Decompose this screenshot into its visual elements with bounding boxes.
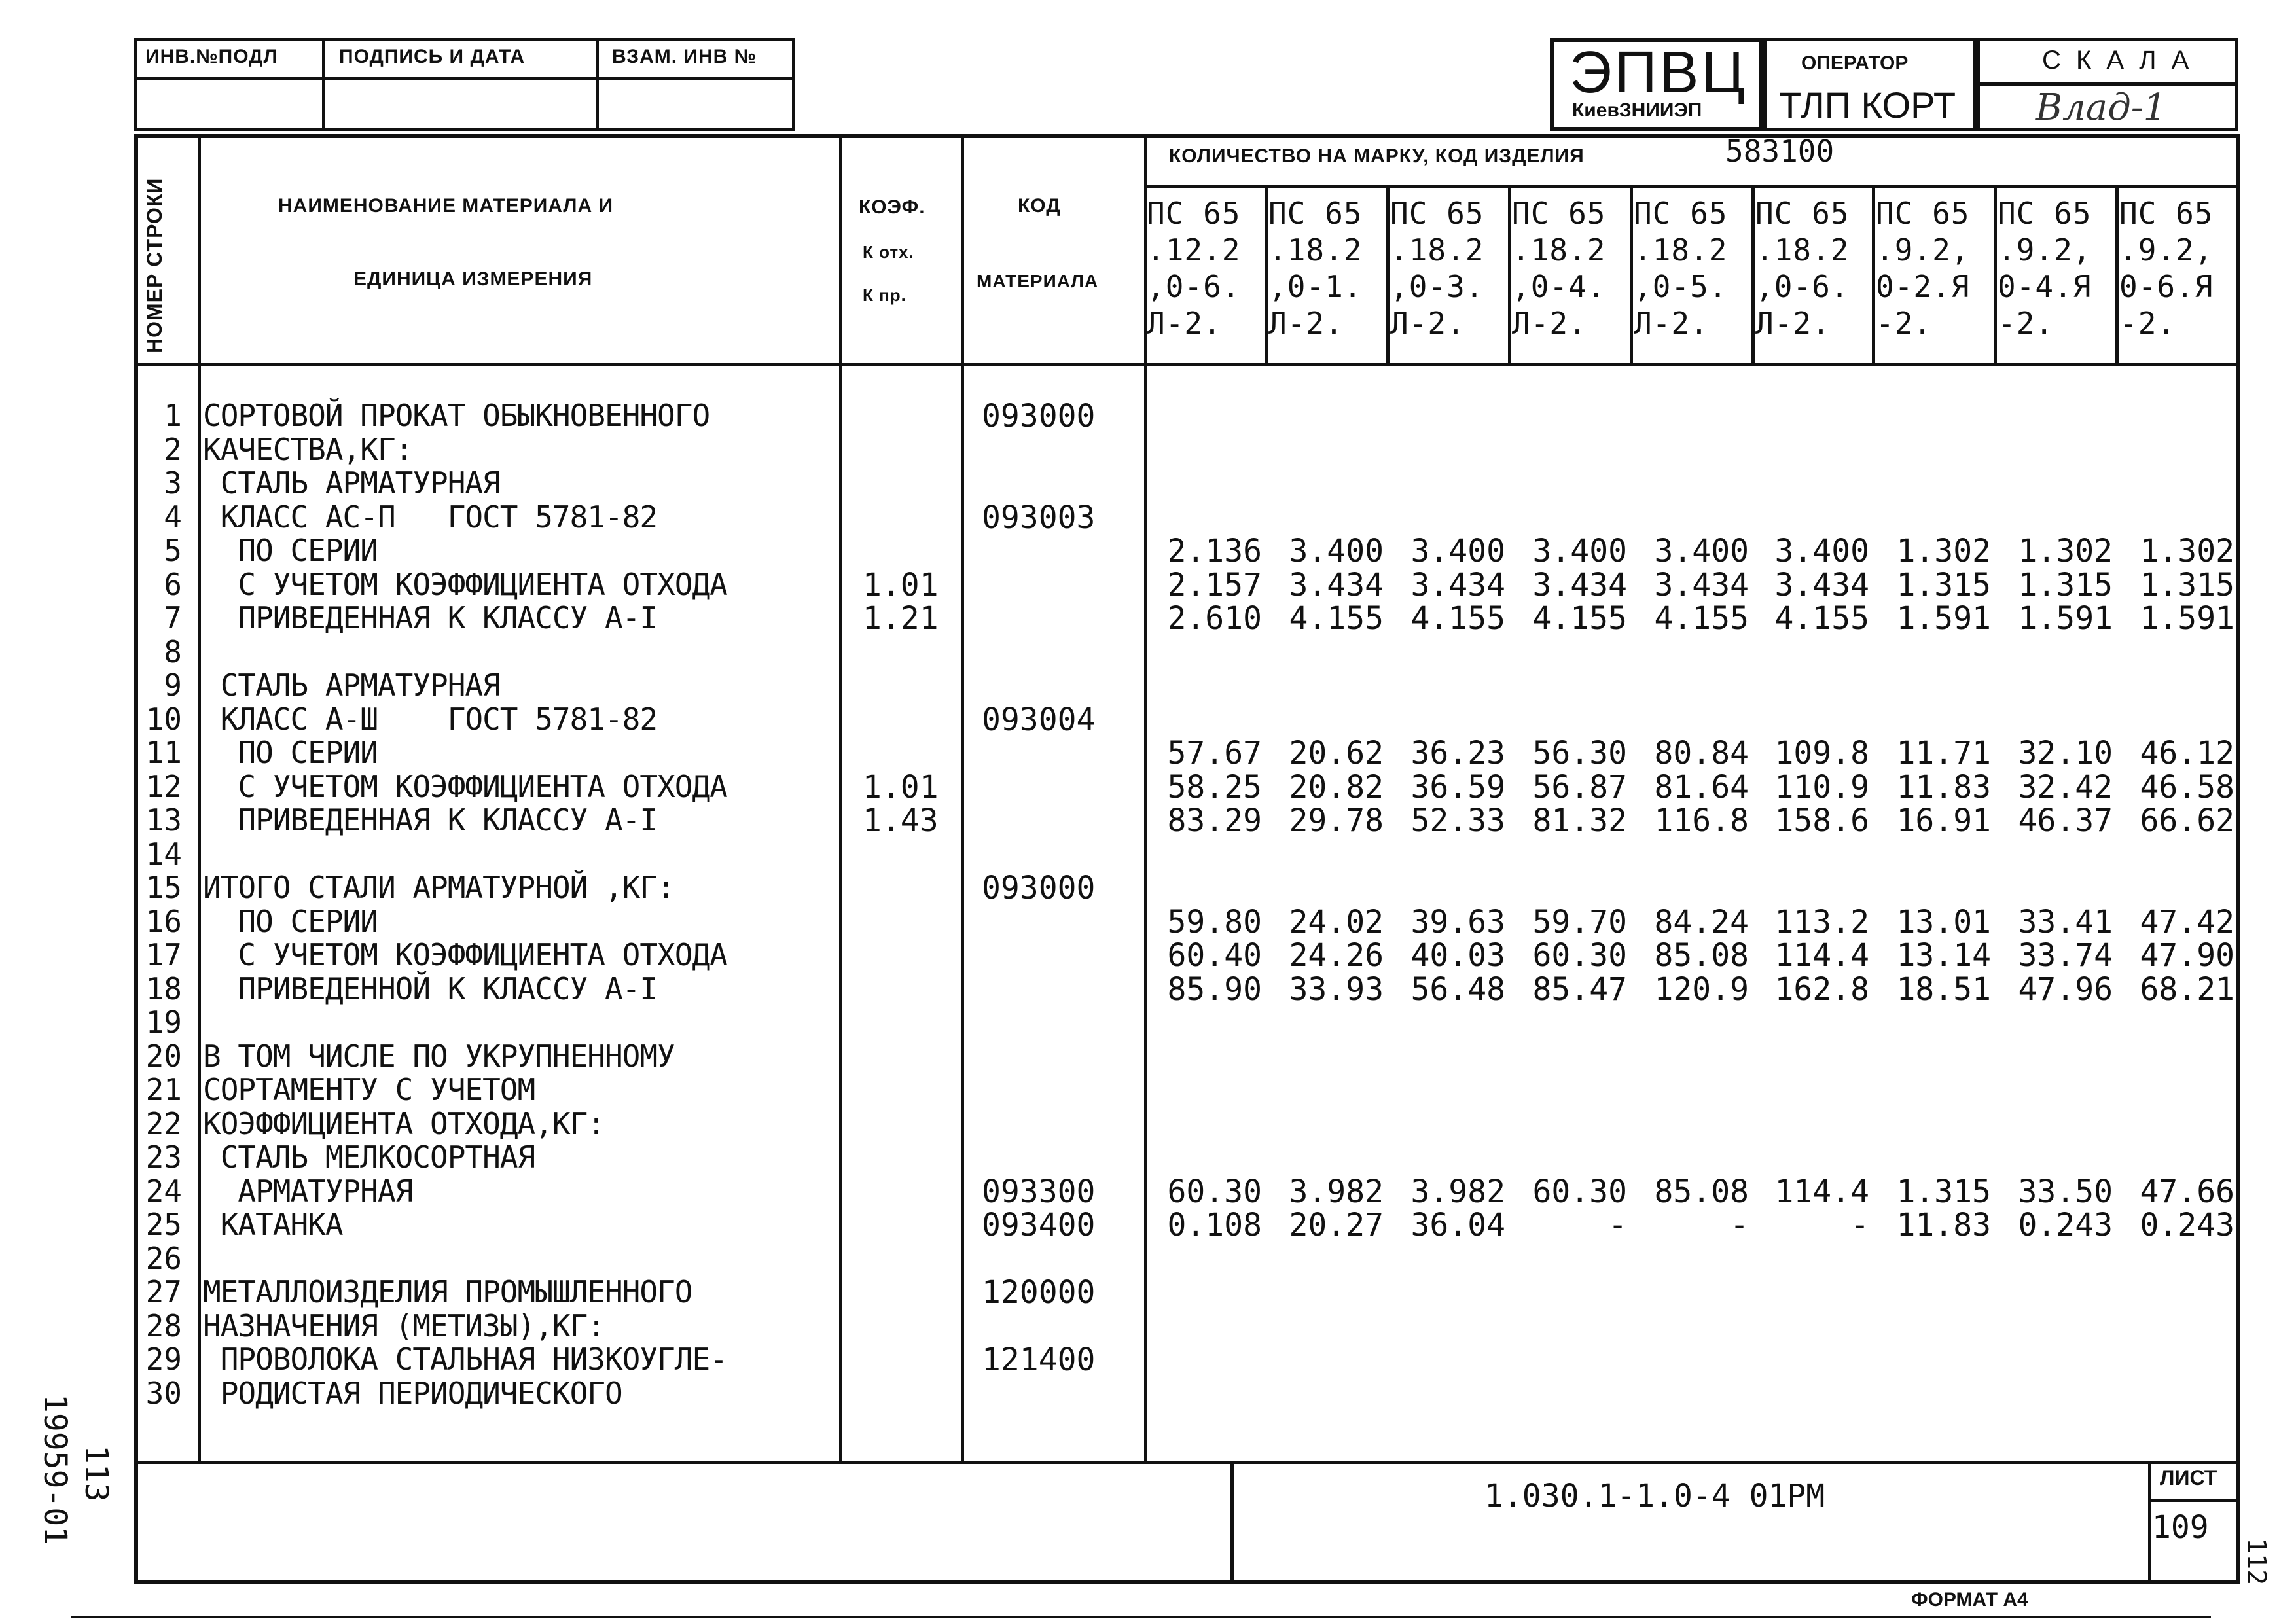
table-row [0,634,2296,668]
quantity-value: 20.27 [1289,1207,1384,1243]
quantity-value: 46.37 [2018,802,2113,839]
quantity-value: 0.243 [2140,1207,2234,1243]
table-row [0,398,2296,435]
quantity-value: 2.157 [1167,566,1262,603]
quantity-value: 120.9 [1654,971,1749,1008]
material-code: 093004 [982,701,1096,738]
quantity-value: 66.62 [2140,802,2234,839]
material-code: 093003 [982,499,1096,536]
quantity-value: 40.03 [1410,937,1505,974]
mark-header-line: ПС 65 [2119,196,2214,231]
quantity-value: 47.66 [2140,1173,2234,1210]
quantity-value: 60.30 [1167,1173,1262,1210]
quantity-value: 36.23 [1410,735,1505,772]
quantity-value: 20.82 [1289,768,1384,806]
quantity-value: 56.48 [1410,971,1505,1008]
quantity-value: 113.2 [1774,903,1869,940]
table-row [0,836,2296,870]
table-row [0,802,2296,839]
quantity-value: 47.42 [2140,903,2234,940]
quantity-value: 0.243 [2018,1207,2113,1243]
sheet-label: ЛИСТ [2160,1466,2217,1489]
material-name: КЛАСС АС-П ГОСТ 5781-82 [203,499,658,535]
mark-header-line: .9.2, [2119,232,2214,268]
row-number: 7 [164,600,182,635]
mark-header-1 [1147,195,1240,342]
table-row [0,870,2296,904]
material-name: ПО СЕРИИ [203,533,378,568]
table-row [0,499,2296,536]
quantity-value: 109.8 [1774,735,1869,772]
quantity-value: 3.434 [1774,566,1869,603]
quantity-value: 18.51 [1896,971,1991,1008]
material-name: ПРИВЕДЕННАЯ К КЛАССУ А-I [203,802,658,838]
coef-header-line3: К пр. [863,285,906,305]
row-number: 21 [145,1072,182,1107]
mark-header-line: ПС 65 [1634,196,1728,231]
table-row [0,904,2296,938]
quantity-value: 36.59 [1410,768,1505,806]
quantity-value: 60.30 [1532,937,1627,974]
quantity-value: 1.591 [1896,600,1991,637]
mark-header-line: ,0-3. [1390,269,1484,304]
material-name: НАЗНАЧЕНИЯ (МЕТИЗЫ),КГ: [203,1308,605,1344]
mark-header-line: ПС 65 [1876,196,1970,231]
quantity-value: 3.434 [1410,566,1505,603]
mark-header-2 [1268,195,1362,342]
row-number: 28 [145,1308,182,1344]
row-number: 9 [164,668,182,703]
quantity-value: 1.591 [2140,600,2234,637]
table-row [0,1005,2296,1039]
row-number: 5 [164,533,182,568]
product-code: 583100 [1725,134,1835,169]
mark-header-line: ,0-6. [1147,269,1241,304]
table-row [0,702,2296,736]
material-name: АРМАТУРНАЯ [203,1173,413,1209]
quantity-value: 80.84 [1654,735,1749,772]
table-row [0,1207,2296,1241]
quantity-value: 60.30 [1532,1173,1627,1210]
quantity-value: 11.83 [1896,1207,1991,1243]
code-header-line2: МАТЕРИАЛА [977,271,1099,291]
material-name: СТАЛЬ АРМАТУРНАЯ [203,668,500,703]
vzam-inv-label: ВЗАМ. ИНВ № [612,46,757,67]
material-name: КОЭФФИЦИЕНТА ОТХОДА,КГ: [203,1105,605,1141]
mark-header-line: ПС 65 [1268,196,1363,231]
coef-header-line2: К отх. [863,242,914,262]
mark-header-line: .9.2, [1876,232,1970,268]
row-number: 20 [145,1038,182,1074]
table-row [0,668,2296,702]
quantity-value: 85.90 [1167,971,1262,1008]
table-row [0,1072,2296,1106]
mark-header-line: .9.2, [1998,232,2092,268]
material-name: СОРТАМЕНТУ С УЧЕТОМ [203,1072,535,1107]
quantity-value: 3.400 [1774,533,1869,569]
quantity-value: 33.50 [2018,1173,2113,1210]
row-number: 14 [145,836,182,872]
quantity-value: 4.155 [1774,600,1869,637]
mark-header-line: ,0-5. [1634,269,1728,304]
material-name: ПРИВЕДЕННОЙ К КЛАССУ А-I [203,971,658,1007]
quantity-value: 16.91 [1896,802,1991,839]
quantity-value: 4.155 [1410,600,1505,637]
table-row [0,1342,2296,1376]
quantity-value: 56.30 [1532,735,1627,772]
mark-header-8 [1998,195,2091,342]
quantity-value: 85.08 [1654,937,1749,974]
mark-header-line: ,0-6. [1755,269,1850,304]
quantity-value: 33.74 [2018,937,2113,974]
quantity-value: 13.01 [1896,903,1991,940]
quantity-value: 4.155 [1654,600,1749,637]
table-row [0,1274,2296,1311]
material-name: СОРТОВОЙ ПРОКАТ ОБЫКНОВЕННОГО [203,398,710,433]
material-header-line2: ЕДИНИЦА ИЗМЕРЕНИЯ [353,268,593,290]
quantity-value: 59.70 [1532,903,1627,940]
quantity-value: 85.47 [1532,971,1627,1008]
quantity-value: 1.591 [2018,600,2113,637]
row-number: 27 [145,1274,182,1310]
quantity-value: 2.610 [1167,600,1262,637]
coefficient: 1.01 [863,768,939,806]
material-code: 093000 [982,398,1096,435]
table-row [0,465,2296,499]
table-row [0,1106,2296,1140]
row-number: 17 [145,937,182,972]
mark-header-line: Л-2. [1390,306,1465,341]
quantity-value: 110.9 [1774,768,1869,806]
material-name: КЛАСС А-Ш ГОСТ 5781-82 [203,701,658,737]
quantity-value: 33.41 [2018,903,2113,940]
material-code: 093000 [982,870,1096,906]
quantity-value: 56.87 [1532,768,1627,806]
mark-header-line: Л-2. [1268,306,1344,341]
row-number: 11 [145,735,182,770]
quantity-value: 1.315 [1896,566,1991,603]
quantity-value: 85.08 [1654,1173,1749,1210]
quantity-value: 20.62 [1289,735,1384,772]
mark-header-line: .18.2 [1634,232,1728,268]
material-name: С УЧЕТОМ КОЭФФИЦИЕНТА ОТХОДА [203,768,727,804]
material-name: ПРИВЕДЕННАЯ К КЛАССУ А-I [203,600,658,635]
row-number: 24 [145,1173,182,1209]
table-row [0,1173,2296,1210]
quantity-value: 46.58 [2140,768,2234,806]
quantity-value: - [1730,1207,1749,1243]
quantity-value: 81.64 [1654,768,1749,806]
mark-header-line: ПС 65 [1755,196,1850,231]
row-number: 19 [145,1005,182,1040]
mark-header-line: .18.2 [1390,232,1484,268]
table-row [0,1308,2296,1342]
table-row [0,1241,2296,1275]
row-number: 3 [164,465,182,501]
table-row [0,971,2296,1008]
quantity-value: 4.155 [1289,600,1384,637]
quantity-value: 4.155 [1532,600,1627,637]
material-name: РОДИСТАЯ ПЕРИОДИЧЕСКОГО [203,1375,622,1411]
operator-label: ОПЕРАТОР [1801,52,1909,74]
mark-header-line: .18.2 [1512,232,1606,268]
quantity-value: 1.315 [2018,566,2113,603]
coefficient: 1.01 [863,566,939,603]
quantity-value: 158.6 [1774,802,1869,839]
material-code: 120000 [982,1274,1096,1311]
quantity-value: 58.25 [1167,768,1262,806]
row-number: 23 [145,1139,182,1175]
format-label: ФОРМАТ А4 [1911,1589,2028,1611]
sheet-number: 109 [2152,1509,2209,1546]
mark-header-line: 0-6.Я [2119,269,2214,304]
mark-header-line: .12.2 [1147,232,1241,268]
quantity-value: 83.29 [1167,802,1262,839]
mark-header-line: ,0-1. [1268,269,1363,304]
quantity-value: 60.40 [1167,937,1262,974]
row-number: 18 [145,971,182,1007]
table-row [0,1139,2296,1173]
quantity-value: 3.434 [1654,566,1749,603]
row-number: 15 [145,870,182,905]
material-header-line1: НАИМЕНОВАНИЕ МАТЕРИАЛА И [278,195,614,217]
material-name: КАТАНКА [203,1207,343,1242]
quantity-value: 3.400 [1289,533,1384,569]
row-number: 6 [164,566,182,602]
mark-header-6 [1755,195,1849,342]
quantity-value: 68.21 [2140,971,2234,1008]
mark-header-line: 0-4.Я [1998,269,2092,304]
mark-header-4 [1512,195,1605,342]
material-name: КАЧЕСТВА,КГ: [203,431,413,467]
material-name: ПО СЕРИИ [203,903,378,939]
quantity-value: 3.434 [1532,566,1627,603]
code-header-line1: КОД [1018,195,1061,217]
table-row [0,432,2296,466]
coefficient: 1.21 [863,600,939,637]
quantity-value: 84.24 [1654,903,1749,940]
mark-header-line: Л-2. [1512,306,1587,341]
table-row [0,600,2296,637]
quantity-value: 36.04 [1410,1207,1505,1243]
material-name: СТАЛЬ АРМАТУРНАЯ [203,465,500,501]
mark-header-line: .18.2 [1268,232,1363,268]
row-number-header: НОМЕР СТРОКИ [143,177,166,353]
quantity-header: КОЛИЧЕСТВО НА МАРКУ, КОД ИЗДЕЛИЯ [1169,145,1585,167]
inv-podl-label: ИНВ.№ПОДЛ [145,46,278,67]
row-number: 12 [145,768,182,804]
row-number: 25 [145,1207,182,1242]
quantity-value: 11.71 [1896,735,1991,772]
quantity-value: 1.302 [2140,533,2234,569]
right-margin-page: 112 [2241,1538,2271,1586]
material-name: ИТОГО СТАЛИ АРМАТУРНОЙ ,КГ: [203,870,675,905]
coef-header-line1: КОЭФ. [859,196,925,218]
quantity-value: 0.108 [1167,1207,1262,1243]
mark-header-line: -2. [1998,306,2054,341]
mark-header-7 [1876,195,1969,342]
quantity-value: 47.96 [2018,971,2113,1008]
quantity-value: 32.42 [2018,768,2113,806]
mark-header-line: ,0-4. [1512,269,1606,304]
quantity-value: 13.14 [1896,937,1991,974]
material-name: С УЧЕТОМ КОЭФФИЦИЕНТА ОТХОДА [203,566,727,602]
operator-value: ТЛП КОРТ [1779,84,1956,126]
quantity-value: 39.63 [1410,903,1505,940]
material-name: МЕТАЛЛОИЗДЕЛИЯ ПРОМЫШЛЕННОГО [203,1274,692,1310]
row-number: 26 [145,1240,182,1276]
quantity-value: 29.78 [1289,802,1384,839]
quantity-value: 59.80 [1167,903,1262,940]
material-name: ПО СЕРИИ [203,735,378,770]
quantity-value: 57.67 [1167,735,1262,772]
quantity-value: 11.83 [1896,768,1991,806]
quantity-value: 3.982 [1410,1173,1505,1210]
coefficient: 1.43 [863,802,939,839]
row-number: 16 [145,903,182,939]
org-title: ЭПВЦ [1570,40,1748,105]
row-number: 10 [145,701,182,737]
material-name: С УЧЕТОМ КОЭФФИЦИЕНТА ОТХОДА [203,937,727,972]
row-number: 2 [164,431,182,467]
table-row [0,533,2296,567]
table-row [0,567,2296,601]
quantity-value: 1.302 [2018,533,2113,569]
document-code: 1.030.1-1.0-4 01РМ [1484,1478,1825,1514]
table-row [0,1039,2296,1073]
quantity-value: 1.302 [1896,533,1991,569]
material-name: СТАЛЬ МЕЛКОСОРТНАЯ [203,1139,535,1175]
row-number: 4 [164,499,182,535]
quantity-value: 33.93 [1289,971,1384,1008]
row-number: 29 [145,1342,182,1377]
left-margin-page: 113 [78,1445,115,1502]
row-number: 22 [145,1105,182,1141]
quantity-value: 114.4 [1774,1173,1869,1210]
quantity-value: 52.33 [1410,802,1505,839]
skala-label: С К А Л А [2042,46,2193,75]
quantity-value: 3.400 [1532,533,1627,569]
row-number: 1 [164,398,182,433]
mark-header-3 [1390,195,1484,342]
mark-header-line: Л-2. [1755,306,1831,341]
quantity-value: 81.32 [1532,802,1627,839]
mark-header-line: ПС 65 [1390,196,1484,231]
left-margin-number: 19959-01 [37,1394,73,1546]
mark-header-5 [1634,195,1727,342]
quantity-value: 3.400 [1410,533,1505,569]
quantity-value: 47.90 [2140,937,2234,974]
material-name: В ТОМ ЧИСЛЕ ПО УКРУПНЕННОМУ [203,1038,675,1074]
mark-header-line: -2. [1876,306,1933,341]
row-number: 13 [145,802,182,838]
table-row [0,937,2296,974]
mark-header-line: ПС 65 [1512,196,1606,231]
signature: Влад-1 [2036,86,2167,129]
table-row [0,1376,2296,1410]
quantity-value: - [1608,1207,1627,1243]
table-row [0,735,2296,772]
row-number: 8 [164,633,182,669]
quantity-value: 32.10 [2018,735,2113,772]
quantity-value: 114.4 [1774,937,1869,974]
table-row [0,768,2296,806]
mark-header-line: Л-2. [1147,306,1222,341]
material-name: ПРОВОЛОКА СТАЛЬНАЯ НИЗКОУГЛЕ- [203,1342,727,1377]
quantity-value: 24.02 [1289,903,1384,940]
quantity-value: 3.400 [1654,533,1749,569]
podpis-data-label: ПОДПИСЬ И ДАТА [339,46,526,67]
quantity-value: - [1850,1207,1869,1243]
mark-header-line: 0-2.Я [1876,269,1970,304]
org-subtitle: КиевЗНИИЭП [1572,99,1702,121]
row-number: 30 [145,1375,182,1411]
mark-header-line: ПС 65 [1147,196,1241,231]
quantity-value: 46.12 [2140,735,2234,772]
mark-header-9 [2119,195,2213,342]
quantity-value: 3.982 [1289,1173,1384,1210]
material-code: 093300 [982,1173,1096,1210]
quantity-value: 1.315 [1896,1173,1991,1210]
quantity-value: 3.434 [1289,566,1384,603]
material-code: 093400 [982,1207,1096,1243]
material-code: 121400 [982,1342,1096,1378]
mark-header-line: ПС 65 [1998,196,2092,231]
mark-header-line: Л-2. [1634,306,1709,341]
quantity-value: 2.136 [1167,533,1262,569]
quantity-value: 162.8 [1774,971,1869,1008]
quantity-value: 1.315 [2140,566,2234,603]
mark-header-line: .18.2 [1755,232,1850,268]
mark-header-line: -2. [2119,306,2176,341]
quantity-value: 116.8 [1654,802,1749,839]
quantity-value: 24.26 [1289,937,1384,974]
